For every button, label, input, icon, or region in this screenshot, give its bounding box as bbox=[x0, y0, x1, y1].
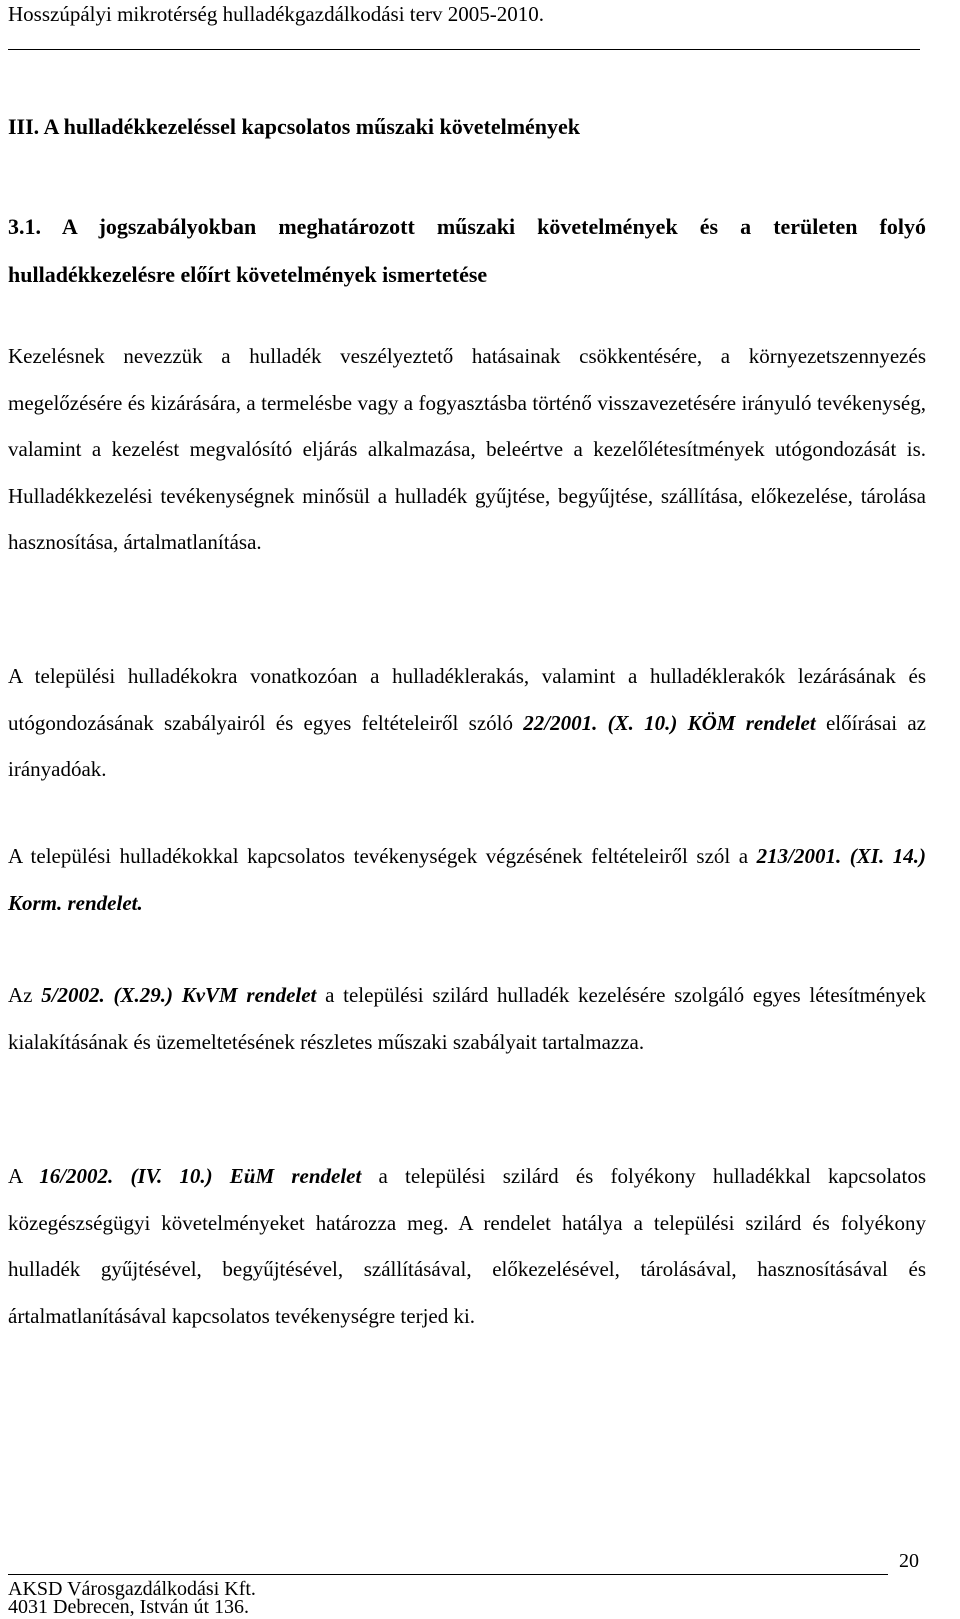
regulation-reference: 5/2002. (X.29.) KvVM rendelet bbox=[41, 983, 317, 1007]
chapter-title: III. A hulladékkezeléssel kapcsolatos műszaki követelmények bbox=[8, 114, 581, 139]
header-rule bbox=[8, 49, 920, 50]
paragraph-facility-rules bbox=[8, 972, 926, 1065]
running-header: Hosszúpályi mikrotérség hulladékgazdálkodási terv 2005-2010. bbox=[8, 2, 544, 26]
paragraph-activity-conditions bbox=[8, 833, 926, 926]
paragraph-health-requirements bbox=[8, 1153, 926, 1339]
paragraph-text: A települési hulladékokkal kapcsolatos tevékenységek végzésének feltételeiről szól a bbox=[8, 844, 757, 868]
paragraph-text: A bbox=[8, 1164, 40, 1188]
paragraph-text: a települési szilárd hulladék kezelésére szolgáló egyes létesítmények kialakításának és üzemeltetésének részletes műszaki szabályait tartalmazza. bbox=[8, 983, 926, 1054]
paragraph-text: a települési szilárd és folyékony hulladékkal kapcsolatos közegészségügyi követelményeket határozza meg. A rendelet hatálya a települési szilárd és folyékony hulladék gyűjtésével, begyűjtésével, szállításával, előkezelésével, tárolásával, hasznosításával és ártalmatlanításával kapcsolatos tevékenységre terjed ki. bbox=[8, 1164, 927, 1328]
regulation-reference: 22/2001. (X. 10.) KÖM rendelet bbox=[523, 710, 816, 735]
paragraph-treatment-definition: Kezelésnek nevezzük a hulladék veszélyeztető hatásainak csökkentésére, a környezetszennyezés megelőzésére és kizárására, a termelésbe vagy a fogyasztásba történő visszavezetésére irányuló tevékenység, valamint a kezelést megvalósító eljárás alkalmazása, beleértve a kezelőlétesítmények utógondozását is. Hulladékkezelési tevékenységnek minősül a hulladék gyűjtése, begyűjtése, szállítása, előkezelése, tárolása hasznosítása, ártalmatlanítása. bbox=[8, 344, 926, 554]
regulation-reference: 16/2002. (IV. 10.) EüM rendelet bbox=[39, 1164, 362, 1188]
footer-rule bbox=[8, 1574, 888, 1575]
paragraph-landfill-regulation bbox=[8, 653, 926, 793]
regulation-reference: 213/2001. (XI. 14.) Korm. rendelet. bbox=[8, 844, 926, 915]
footer-address: 4031 Debrecen, István út 136. bbox=[8, 1596, 250, 1618]
page-number: 20 bbox=[899, 1550, 919, 1572]
paragraph-text: A települési hulladékokra vonatkozóan a hulladéklerakás, valamint a hulladéklerakók lezárásának és utógondozásának szabályairól és egyes feltételeiről szóló bbox=[8, 664, 926, 735]
paragraph-text: előírásai az irányadóak. bbox=[8, 710, 927, 781]
section-heading: 3.1. A jogszabályokban meghatározott műszaki követelmények és a területen folyó hulladékkezelésre előírt követelmények ismertetése bbox=[8, 214, 926, 287]
paragraph-text: Az bbox=[8, 983, 42, 1007]
footer-company: AKSD Városgazdálkodási Kft. bbox=[8, 1578, 256, 1600]
